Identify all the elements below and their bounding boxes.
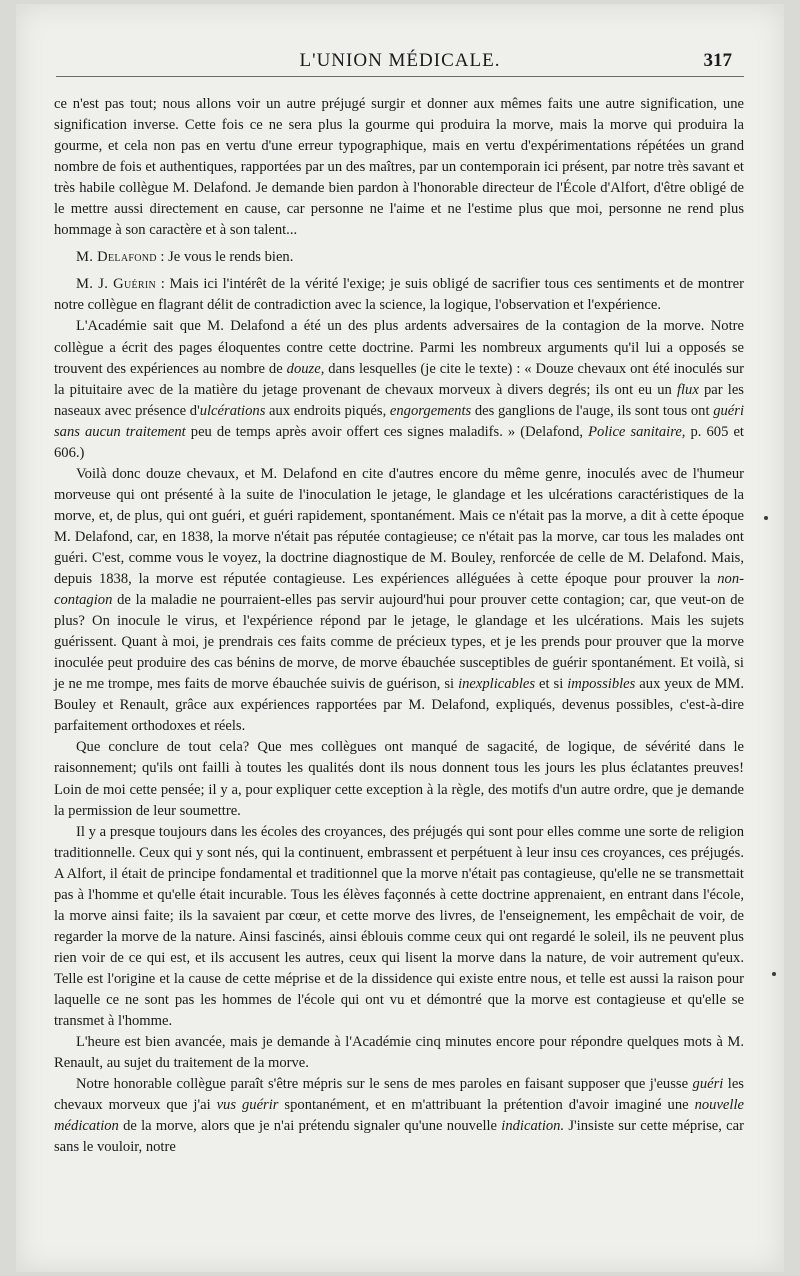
italic-text: indication. — [501, 1118, 565, 1135]
text-run: ce n'est pas tout; nous allons voir un autre préjugé surgir et donner aux mêmes faits une autre signification, une signification inverse. Cette fois ce ne sera plus la gourme qui produira la morve, mais la morve qui produira la gourme, et cela non pas en vertu d'une erreur typographique, mais en vertu d'expérimentations répétées un grand nombre de fois et authentiques, rapportées par un des maîtres, par un contemporain ici présent, par notre très savant et très habile collègue M. Delafond. Je demande bien pardon à l'honorable directeur de l'École d'Alfort, d'être obligé de le mettre aussi directement en cause, car personne ne l'aime et ne l'estime plus que moi, personne ne rend plus hommage à son caractère et à son talent... — [54, 96, 744, 239]
text-run: aux endroits piqués, — [265, 402, 390, 419]
italic-text: ulcérations — [199, 402, 266, 419]
paragraph-heure — [54, 1032, 744, 1074]
speaker-name: M. J. Guérin — [76, 276, 157, 293]
text-run: et si — [535, 676, 568, 693]
text-run: de la maladie ne pourraient-elles pas servir aujourd'hui pour prouver cette contagion; car, que veut-on de plus? On inocule le virus, et l'expérience répond par le jetage, le glandage et les ulcérations. Mais les sujets guérissent. Quant à moi, je prendrais ces faits comme de précieux types, et je les prends pour prouver que la morve inoculée peut produire des cas bénins de morve, de morve ébauchée susceptibles de guérir spontanément. Et voilà, si je ne me trompe, mes faits de morve ébauchée suivis de guérison, si — [54, 592, 744, 693]
italic-text: flux — [676, 381, 699, 398]
text-run: Que conclure de tout cela? Que mes collègues ont manqué de sagacité, de logique, de sévérité dans le raisonnement; qu'ils ont failli à toutes les qualités dont ils nous donnent tous les jours les plus éclatantes preuves! Loin de moi cette pensée; il y a, pour expliquer cette exception à la règle, des motifs d'un autre ordre, que je demande la permission de leur soumettre. — [54, 739, 744, 819]
text-run: Il y a presque toujours dans les écoles des croyances, des préjugés qui sont pour elles comme une sorte de religion traditionnelle. Ceux qui y sont nés, qui la continuent, embrassent et perpétuent à leur insu ces croyances, ces préjugés. A Alfort, il était de principe fondamental et traditionnel que la morve n'était pas contagieuse, qu'elle ne se transmettait pas à l'homme et qu'elle était incurable. Tous les élèves façonnés à cette doctrine apprenaient, en entrant dans l'école, la morve ainsi faite; ils la savaient par cœur, et cette morve des livres, de l'enseignement, les empêchait de voir, de regarder la morve de la nature. Ainsi fascinés, ainsi éblouis comme ceux qui ont regardé le soleil, ils ne peuvent plus rien voir de ce qui est, et ils accusent les autres, ceux qui lisent la morve dans la nature, de voir autrement qu'eux. Telle est l'origine et la cause de cette méprise et de la dissidence qui existe entre nous, et telle est aussi la raison pour laquelle ce ne sont pas les hommes de l'école qui ont vu et démontré que la morve est contagieuse et qu'elle se transmet à l'homme. — [54, 823, 744, 1030]
text-run: des ganglions de l'auge, ils sont tous ont — [471, 402, 714, 419]
text-run: Notre honorable collègue paraît s'être mépris sur le sens de mes paroles en faisant supposer que j'eusse — [76, 1076, 693, 1093]
italic-text: inexplicables — [458, 676, 536, 693]
text-run: : Mais ici l'intérêt de la vérité l'exige; je suis obligé de sacrifier tous ces sentiments et de montrer notre collègue en flagrant délit de contradiction avec la science, la logique, l'observation et l'expérience. — [54, 276, 744, 314]
italic-text: douze, — [286, 360, 325, 377]
page-header — [16, 48, 784, 78]
text-run: p. 605 et 606.) — [54, 423, 744, 461]
paragraph-douze-chevaux — [54, 464, 744, 738]
paragraph-academie — [54, 316, 744, 463]
text-run: L'Académie sait que M. Delafond a été un des plus ardents adversaires de la contagion de la morve. Notre collègue a écrit des pages éloquentes contre cette doctrine. Parmi les nombreux arguments qu'il lui a opposés se trouvent des expériences au nombre de — [54, 318, 744, 377]
italic-text: Police sanitaire, — [588, 423, 686, 440]
text-run: les chevaux morveux que j'ai — [54, 1076, 744, 1114]
italic-text: engorgements — [389, 402, 472, 419]
text-run: : Je vous le rends bien. — [156, 249, 294, 266]
ink-speck — [764, 516, 768, 520]
text-run: spontanément, et en m'attribuant la prétention d'avoir imaginé une — [278, 1097, 695, 1114]
text-run: Voilà donc douze chevaux, et M. Delafond en cite d'autres encore du même genre, inoculés avec de l'humeur morveuse qui ont présenté à la suite de l'inoculation le jetage, le glandage et les ulcérations caractéristiques de la morve, et, de plus, qui ont guéri, et guéri rapidement, spontanément. Mais ce n'était pas la morve, a dit à cette époque M. Delafond, car, en 1838, la morve n'était pas réputée contagieuse; ce n'était pas la morve, car tous les malades ont guéri. C'est, comme vous le voyez, la doctrine diagnostique de M. Bouley, renforcée de celle de M. Delafond. Mais, depuis 1838, la morve est réputée contagieuse. Les expériences alléguées à cette époque pour prouver la — [54, 465, 744, 588]
paragraph-delafond-reply — [54, 247, 744, 268]
italic-text: guéri — [692, 1076, 724, 1093]
text-run: dans lesquelles (je cite le texte) : « Douze chevaux ont été inoculés sur la pituitaire avec de la matière du jetage provenant de chevaux morveux à divers degrés; ils ont eu un — [54, 360, 744, 398]
paragraph-continuation — [54, 94, 744, 241]
speaker-name: M. Delafond — [76, 249, 157, 266]
italic-text: guéri sans aucun traitement — [54, 402, 744, 440]
text-run: L'heure est bien avancée, mais je demande à l'Académie cinq minutes encore pour répondre quelques mots à M. Renault, au sujet du traitement de la morve. — [54, 1034, 744, 1072]
text-run: de la morve, alors que je n'ai prétendu signaler qu'une nouvelle — [118, 1118, 502, 1135]
text-run: aux yeux de MM. Bouley et Renault, grâce aux expériences rapportées par M. Delafond, expliqués, devenus possibles, c'est-à-dire parfaitement orthodoxes et réels. — [54, 676, 744, 735]
header-rule — [56, 76, 744, 77]
paragraph-renault — [54, 1074, 744, 1158]
body-text — [54, 94, 744, 1158]
text-run: par les naseaux avec présence d' — [54, 381, 744, 419]
page-number: 317 — [703, 50, 732, 71]
ink-speck — [772, 972, 776, 976]
scanned-page — [16, 4, 784, 1272]
italic-text: vus guérir — [216, 1097, 279, 1114]
paragraph-conclusion — [54, 737, 744, 821]
italic-text: non-contagion — [54, 571, 744, 609]
running-title: L'UNION MÉDICALE. — [299, 50, 501, 71]
italic-text: nouvelle médication — [54, 1097, 744, 1135]
paragraph-ecoles — [54, 822, 744, 1032]
text-run: J'insiste sur cette méprise, car sans le vouloir, notre — [54, 1118, 744, 1156]
paragraph-guerin — [54, 274, 744, 316]
italic-text: impossibles — [567, 676, 636, 693]
text-run: peu de temps après avoir offert ces signes maladifs. » (Delafond, — [185, 423, 589, 440]
